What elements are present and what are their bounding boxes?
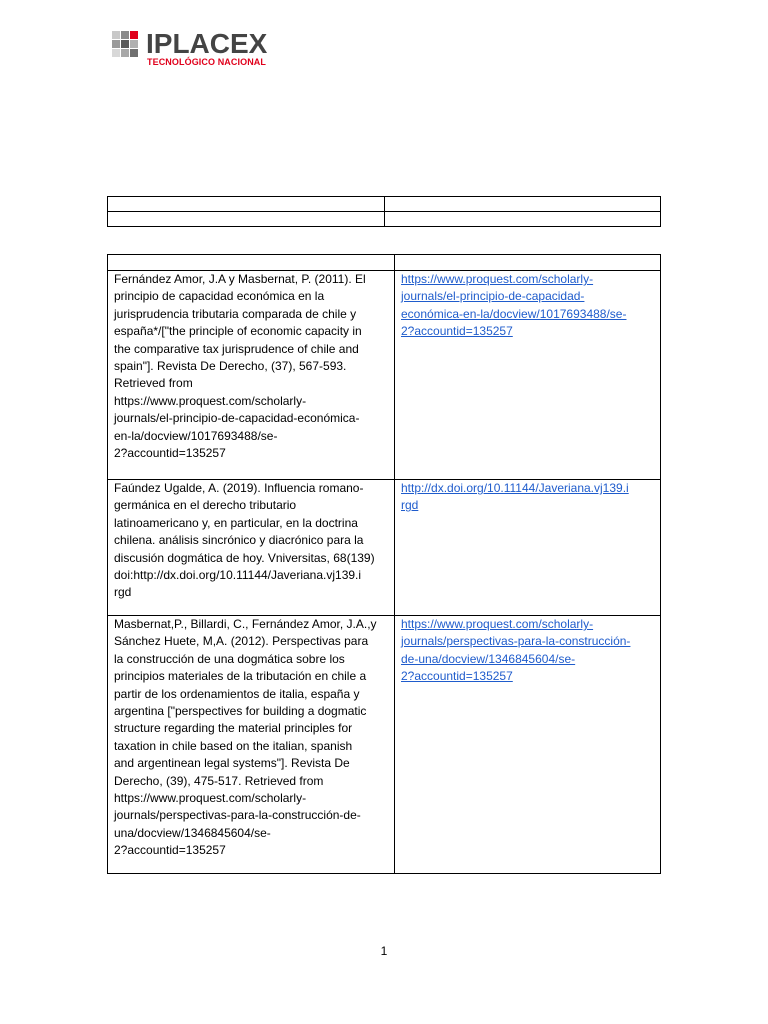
citation-line: principios materiales de la tributación en chile a: [114, 669, 367, 684]
reference-row: [108, 480, 661, 616]
citation-line: españa*/["the principle of economic capacity in: [114, 324, 362, 339]
citation-line: 2?accountid=135257: [114, 446, 226, 461]
citation-line: Retrieved from: [114, 376, 193, 391]
reference-citation: [108, 480, 395, 616]
reference-link-cell: [395, 271, 661, 480]
citation-line: structure regarding the material principles for: [114, 721, 353, 736]
reference-link[interactable]: http://dx.doi.org/10.11144/Javeriana.vj139.i rgd: [401, 481, 629, 513]
citation-line: jurisprudencia tributaria comparada de chile y: [114, 306, 357, 321]
citation-line: Masbernat,P., Billardi, C., Fernández Amor, J.A.,y: [114, 617, 377, 631]
citation-line: discusión dogmática de hoy. Vniversitas, 68(139): [114, 550, 375, 565]
logo-tagline: TECNOLÓGICO NACIONAL: [147, 57, 266, 67]
citation-line: rgd: [114, 585, 132, 600]
citation-line: principio de capacidad económica en la: [114, 289, 325, 304]
table-header-row: [108, 255, 661, 271]
reference-link-cell: [395, 480, 661, 616]
citation-line: germánica en el derecho tributario: [114, 498, 297, 513]
table-header-cell: [395, 255, 661, 271]
citation-line: en-la/docview/1017693488/se-: [114, 428, 278, 443]
citation-line: la construcción de una dogmática sobre los: [114, 651, 345, 666]
logo-name: IPLACEX: [146, 28, 268, 59]
table-row: [108, 197, 661, 212]
table-cell: [385, 197, 661, 212]
logo-squares-icon: [112, 31, 146, 65]
citation-line: una/docview/1346845604/se-: [114, 825, 271, 840]
reference-link[interactable]: https://www.proquest.com/scholarly- journals/perspectivas-para-la-construcción- de-una/docview/1346845604/se- 2?accountid=135257: [401, 617, 631, 684]
table-header-cell: [108, 255, 395, 271]
table-cell: [108, 197, 385, 212]
citation-line: https://www.proquest.com/scholarly-: [114, 393, 307, 408]
page-number: 1: [380, 944, 388, 958]
citation-line: taxation in chile based on the italian, spanish: [114, 738, 353, 753]
info-table: [107, 196, 661, 227]
citation-line: chilena. análisis sincrónico y diacrónico para la: [114, 533, 364, 548]
citation-line: doi:http://dx.doi.org/10.11144/Javeriana.vj139.i: [114, 568, 362, 583]
citation-line: journals/el-principio-de-capacidad-económica-: [114, 411, 360, 426]
reference-row: [108, 271, 661, 480]
citation-line: spain"]. Revista De Derecho, (37), 567-593.: [114, 359, 347, 374]
citation-line: and argentinean legal systems"]. Revista De: [114, 756, 350, 771]
citation-line: journals/perspectivas-para-la-construcción-de-: [114, 808, 361, 823]
reference-row: [108, 616, 661, 874]
citation-line: https://www.proquest.com/scholarly-: [114, 791, 307, 806]
table-row: [108, 212, 661, 227]
citation-line: Sánchez Huete, M,A. (2012). Perspectivas para: [114, 634, 369, 649]
reference-link[interactable]: https://www.proquest.com/scholarly- journals/el-principio-de-capacidad- económica-en-la/docview/1017693488/se- 2?accountid=135257: [401, 272, 627, 339]
table-cell: [108, 212, 385, 227]
reference-citation: [108, 271, 395, 480]
citation-line: latinoamericano y, en particular, en la doctrina: [114, 515, 358, 530]
reference-citation: [108, 616, 395, 874]
citation-line: Faúndez Ugalde, A. (2019). Influencia romano-: [114, 481, 364, 495]
citation-line: partir de los ordenamientos de italia, españa y: [114, 686, 360, 701]
references-table: [107, 254, 661, 874]
citation-line: argentina ["perspectives for building a dogmatic: [114, 704, 367, 719]
table-cell: [385, 212, 661, 227]
reference-link-cell: [395, 616, 661, 874]
citation-line: the comparative tax jurisprudence of chile and: [114, 341, 359, 356]
iplacex-logo: [112, 28, 272, 71]
citation-line: Fernández Amor, J.A y Masbernat, P. (2011). El: [114, 272, 366, 286]
citation-line: Derecho, (39), 475-517. Retrieved from: [114, 773, 324, 788]
citation-line: 2?accountid=135257: [114, 843, 226, 858]
